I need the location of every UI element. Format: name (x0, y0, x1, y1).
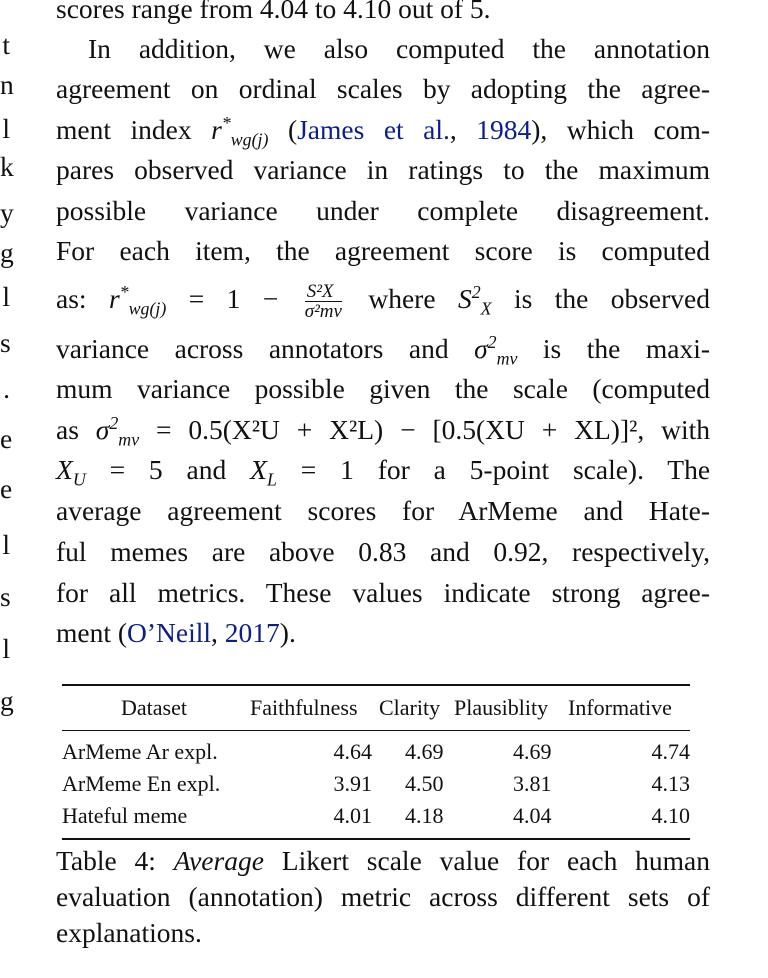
text: ), which com- (531, 114, 711, 145)
table-cell-faithfulness: 4.64 (333, 739, 372, 764)
text-line: ment index $r^*_{wg(j)}$ (James et al., 1984), which com- (56, 112, 711, 150)
table-cell-faithfulness: 4.01 (333, 803, 372, 828)
citation-oneill[interactable]: O’Neill (127, 617, 212, 648)
text: ment index (56, 114, 192, 145)
margin-fragment: e (0, 423, 13, 454)
text-line: ful memes are above 0.83 and 0.92, respectively, (56, 536, 710, 567)
margin-fragment: g (0, 685, 14, 716)
table-cell-faithfulness: 3.91 (333, 771, 372, 796)
margin-fragment: . (3, 373, 10, 404)
text-line: $X_U = 5$ and $X_L = 1$ for a 5-point scale). The (56, 454, 711, 490)
table-cell-dataset: ArMeme Ar expl. (62, 739, 218, 764)
margin-fragment: l (2, 113, 10, 144)
citation-oneill-year[interactable]: 2017 (224, 617, 280, 648)
citation-james-year[interactable]: 1984 (476, 114, 532, 145)
margin-fragment: l (2, 529, 10, 560)
margin-fragment: e (0, 473, 13, 504)
text-line: scores range from 4.04 to 4.10 out of 5. (56, 0, 491, 24)
text-line: variance across annotators and $\sigma^2_{mv}$ is the maxi- (56, 331, 710, 369)
caption-line: Table 4: Average Likert scale value for each human (56, 845, 711, 876)
table-cell-plausibility: 4.69 (513, 739, 552, 764)
table-cell-informative: 4.10 (651, 803, 690, 828)
text-line: In addition, we also computed the annotation (88, 33, 710, 64)
text-line: ment (O’Neill, 2017). (56, 617, 296, 648)
table-cell-plausibility: 4.04 (513, 803, 552, 828)
math-rwg: $r^*_{wg(j)}$ (211, 112, 269, 150)
text-line: mum variance possible given the scale (computed (56, 373, 710, 404)
table-cell-informative: 4.13 (651, 771, 690, 796)
margin-fragment: k (0, 151, 14, 182)
caption-line: evaluation (annotation) metric across different sets of (56, 881, 710, 912)
table-header-dataset: Dataset (121, 695, 187, 720)
margin-fragment: s (0, 581, 11, 612)
text-line: agreement on ordinal scales by adopting the agree- (56, 73, 710, 104)
text-line: average agreement scores for ArMeme and Hate- (56, 495, 710, 526)
table-top-rule (62, 684, 690, 686)
table-cell-clarity: 4.18 (405, 803, 444, 828)
table-cell-dataset: Hateful meme (62, 803, 188, 828)
text-line: for all metrics. These values indicate strong agree- (56, 577, 710, 608)
margin-fragment: l (2, 281, 10, 312)
text-line: For each item, the agreement score is computed (56, 235, 710, 266)
table-cell-informative: 4.74 (651, 739, 690, 764)
math-fraction: $\frac{\text{S²X}}{\text{σ²mv}}$ (304, 281, 342, 323)
text-line: possible variance under complete disagreement. (56, 195, 710, 226)
table-header-informative: Informative (568, 695, 672, 720)
math-rwg: $r^*_{wg(j)}$ (108, 281, 167, 319)
margin-fragment: g (0, 237, 14, 268)
math-formula: = 0.5(X²U + X²L) − [0.5(XU + XL)]² (156, 414, 638, 445)
margin-fragment: y (0, 197, 14, 228)
table-header-plausibility: Plausiblity (454, 695, 549, 720)
margin-fragment: l (2, 633, 10, 664)
text-line: pares observed variance in ratings to the maximum (56, 154, 710, 185)
caption-line: explanations. (56, 917, 202, 948)
text-line: as: $r^*_{wg(j)} = 1$ − $\frac{\text{S²X}}{\text{σ²mv}}$ where $S^2_X$ is the observed (56, 281, 710, 323)
table-bottom-rule (62, 838, 690, 840)
text-line: as $\sigma^2_{mv} = 0.5(X^2U + X^2L) - [0.5(XU + XL)]^2$, with (56, 412, 710, 450)
table-cell-clarity: 4.50 (405, 771, 444, 796)
table-cell-clarity: 4.69 (405, 739, 444, 764)
table-cell-dataset: ArMeme En expl. (62, 771, 221, 796)
table-header-clarity: Clarity (379, 695, 441, 720)
table-cell-plausibility: 3.81 (513, 771, 552, 796)
table-header-faithfulness: Faithfulness (250, 695, 358, 720)
margin-fragment: s (0, 327, 11, 358)
margin-fragment: n (0, 69, 14, 100)
table-mid-rule (62, 730, 690, 731)
margin-fragment: t (2, 29, 10, 60)
citation-james[interactable]: James et al. (297, 114, 450, 145)
